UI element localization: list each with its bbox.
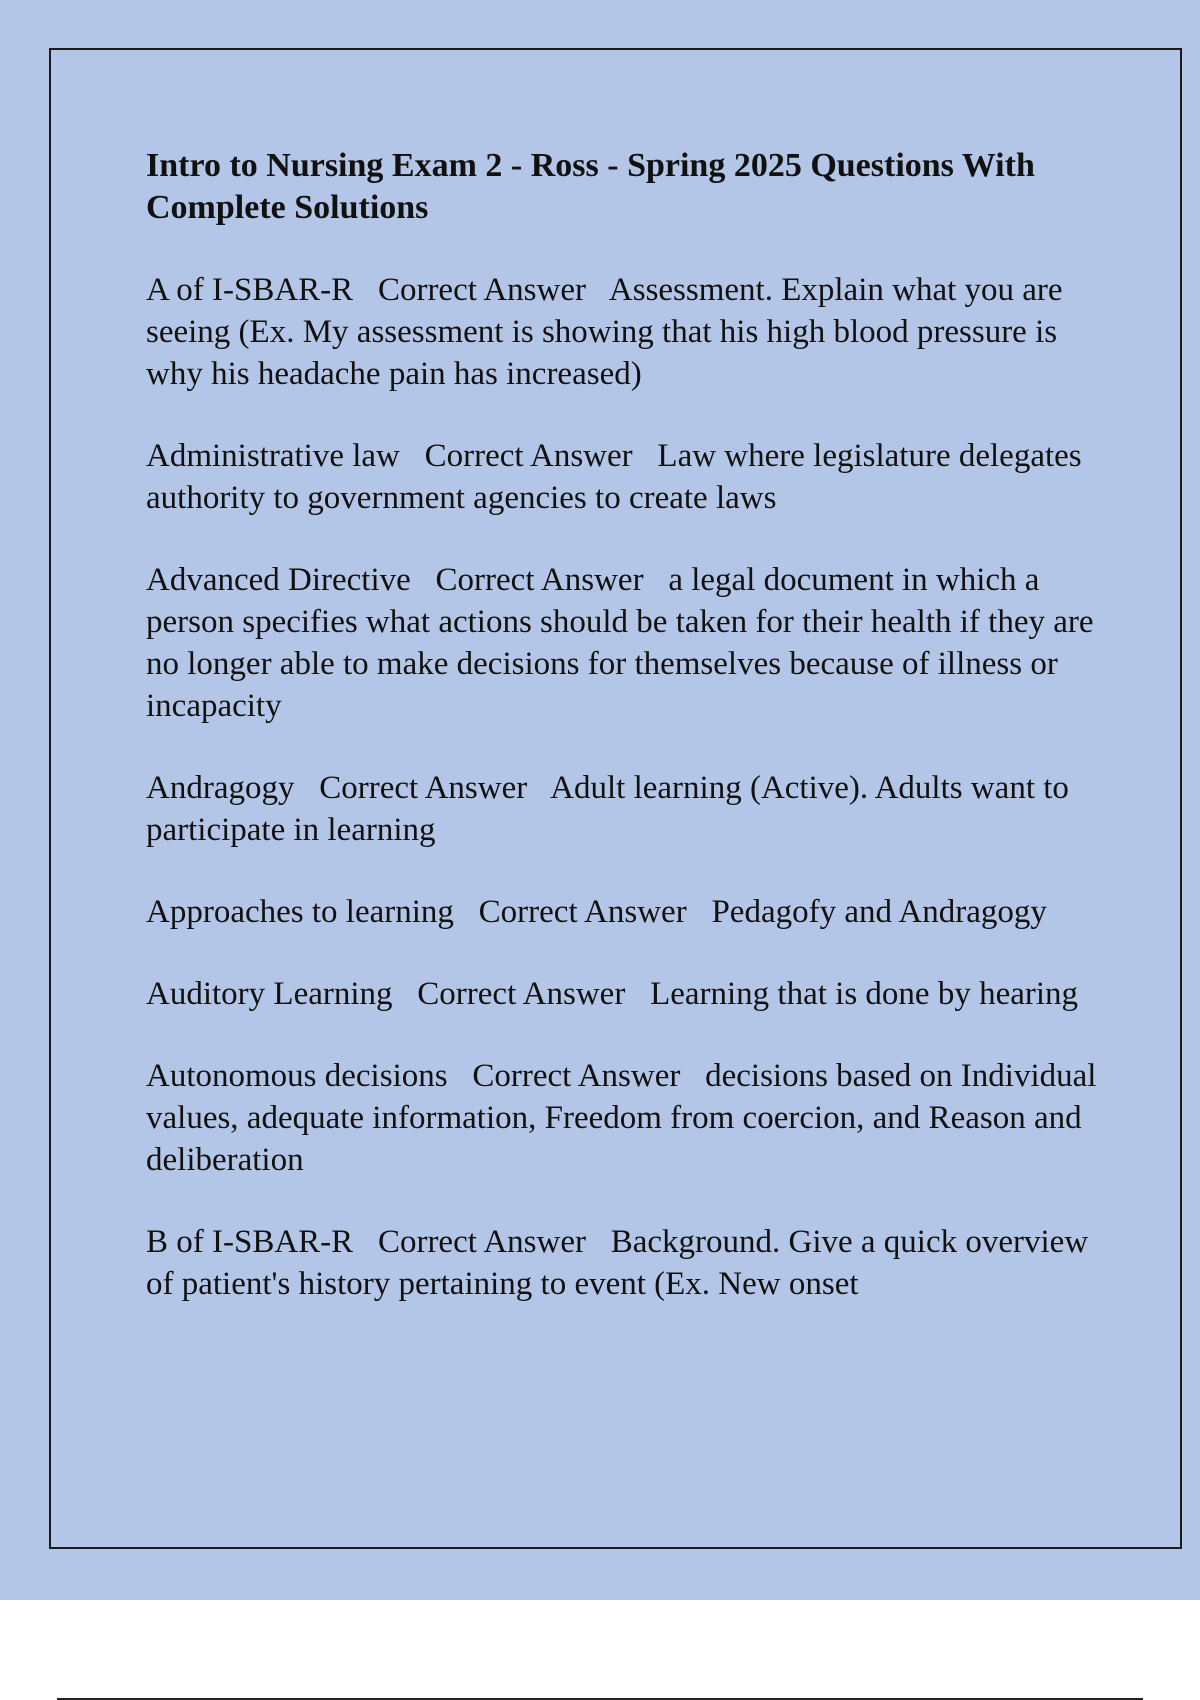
document-title: Intro to Nursing Exam 2 - Ross - Spring 2025 Questions With Complete Solutions [146, 147, 1035, 226]
entry-answer: Pedagofy and Andragogy [711, 894, 1047, 930]
entry-separator: Correct Answer [399, 438, 658, 474]
entry-answer: Background. Give a quick overview of patient's history pertaining to event (Ex. New onset [146, 1224, 1097, 1302]
entry-term: Approaches to learning [146, 894, 454, 930]
qa-entry [146, 891, 1106, 933]
entry-separator: Correct Answer [410, 562, 669, 598]
qa-entry [146, 1221, 1106, 1305]
qa-entry [146, 269, 1106, 395]
entry-answer: Law where legislature delegates authority to government agencies to create laws [146, 438, 1090, 516]
entry-answer: decisions based on Individual values, adequate information, Freedom from coercion, and Reason and deliberation [146, 1058, 1105, 1178]
entry-term: B of I-SBAR-R [146, 1224, 354, 1260]
entry-term: Auditory Learning [146, 976, 393, 1012]
entry-separator: Correct Answer [392, 976, 651, 1012]
entry-term: A of I-SBAR-R [146, 272, 354, 308]
document-content [146, 145, 1106, 1345]
qa-entry [146, 973, 1106, 1015]
qa-entry [146, 559, 1106, 727]
entry-answer: Learning that is done by hearing [650, 976, 1079, 1012]
entry-answer: Assessment. Explain what you are seeing (Ex. My assessment is showing that his high blood pressure is why his headache pain has increased) [146, 272, 1071, 392]
qa-entry [146, 767, 1106, 851]
entry-separator: Correct Answer [453, 894, 712, 930]
entry-term: Advanced Directive [146, 562, 411, 598]
entry-separator: Correct Answer [447, 1058, 706, 1094]
entry-separator: Correct Answer [294, 770, 551, 806]
entry-answer: Adult learning (Active). Adults want to participate in learning [146, 770, 1078, 848]
entry-answer: a legal document in which a person specifies what actions should be taken for their health if they are no longer able to make decisions for themselves because of illness or incapacity [146, 562, 1102, 724]
entry-separator: Correct Answer [353, 272, 609, 308]
qa-entry [146, 435, 1106, 519]
entry-term: Administrative law [146, 438, 400, 474]
entry-term: Autonomous decisions [146, 1058, 448, 1094]
qa-entry [146, 1055, 1106, 1181]
entry-separator: Correct Answer [353, 1224, 611, 1260]
entry-term: Andragogy [146, 770, 295, 806]
